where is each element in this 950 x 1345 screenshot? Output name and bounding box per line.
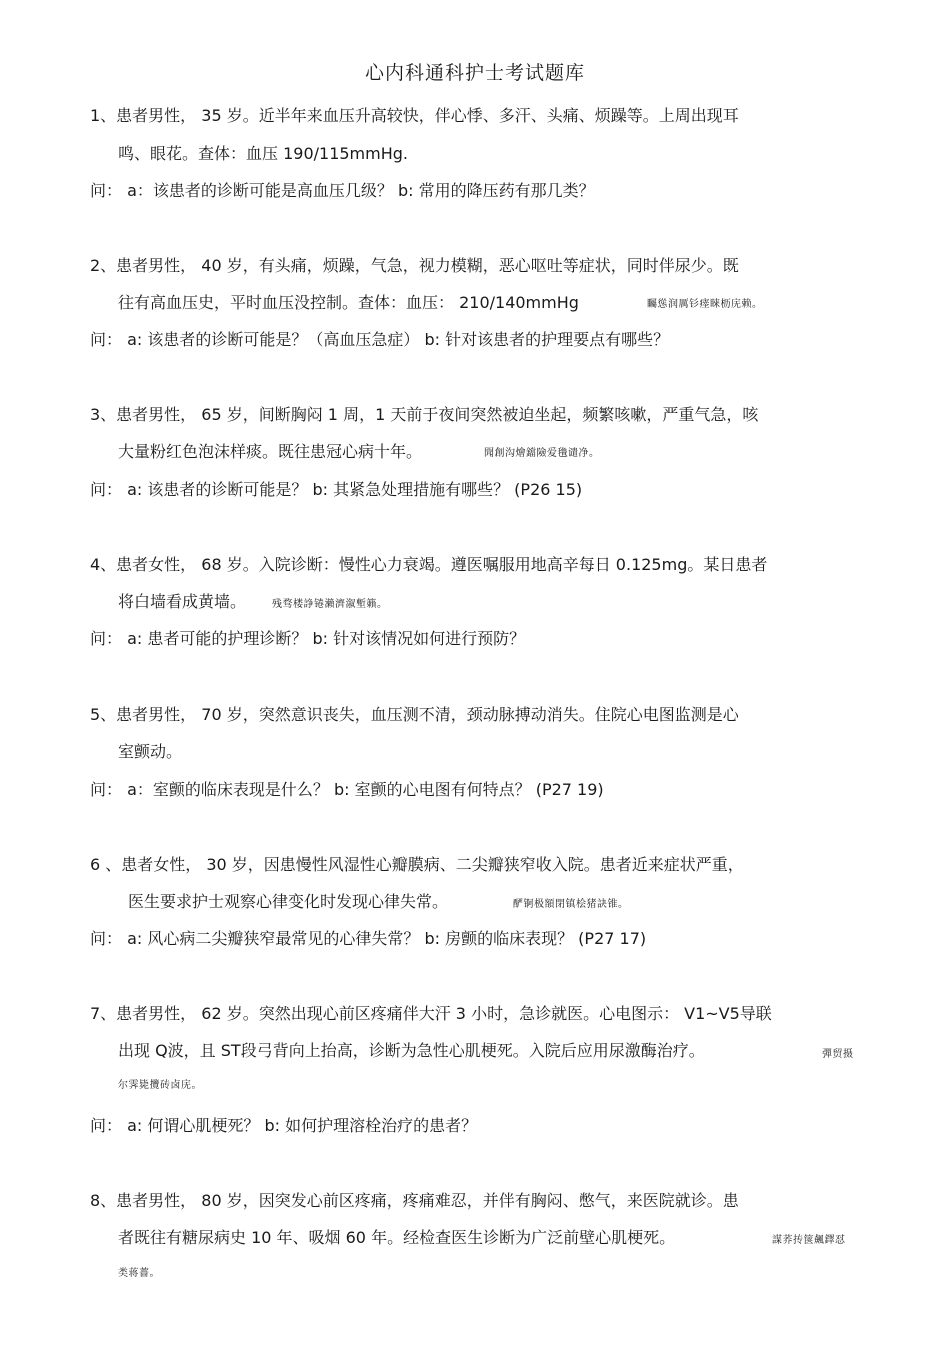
q4-question: 问： a: 患者可能的护理诊断？ b: 针对该情况如何进行预防？ <box>90 629 526 648</box>
q8-case-line-2: 者既往有糖尿病史 10 年、吸烟 60 年。经检查医生诊断为广泛前壁心肌梗死。 <box>118 1228 676 1247</box>
q3-case-line-1: 3、患者男性， 65 岁，间断胸闷 1 周，1 天前于夜间突然被迫坐起，频繁咳嗽，严重气急，咳 <box>90 405 759 424</box>
q6-case-line-2: 医生要求护士观察心律变化时发现心律失常。 <box>128 892 449 911</box>
q3-note: 聞創沟燴鐺險爱氇谴净。 <box>484 448 600 459</box>
q2-case-line-1: 2、患者男性， 40 岁，有头痛，烦躁，气急，视力模糊，恶心呕吐等症状，同时伴尿少。既 <box>90 256 739 275</box>
q2-note: 矚慫润厲钐瘗睞枥庑赖。 <box>647 299 763 310</box>
q8-note-continued: 类蒋薔。 <box>118 1268 160 1279</box>
q7-question: 问： a: 何谓心肌梗死？ b: 如何护理溶栓治疗的患者？ <box>90 1116 478 1135</box>
q1-case-line-1: 1、患者男性， 35 岁。近半年来血压升高较快，伴心悸、多汗、头痛、烦躁等。上周出现耳 <box>90 106 739 125</box>
q3-case-line-2: 大量粉红色泡沫样痰。既往患冠心病十年。 <box>118 442 423 461</box>
q3-question: 问： a: 该患者的诊断可能是？ b: 其紧急处理措施有哪些？ (P26 15) <box>90 480 583 499</box>
q2-case-line-2: 往有高血压史，平时血压没控制。查体：血压： 210/140mmHg <box>118 293 579 312</box>
q6-case-line-1: 6 、患者女性， 30 岁，因患慢性风湿性心瓣膜病、二尖瓣狭窄收入院。患者近来症状严重， <box>90 855 744 874</box>
q5-case-line-1: 5、患者男性， 70 岁，突然意识丧失，血压测不清，颈动脉搏动消失。住院心电图监测是心 <box>90 705 739 724</box>
q7-case-line-2: 出现 Q波，且 ST段弓背向上抬高，诊断为急性心肌梗死。入院后应用尿激酶治疗。 <box>118 1041 705 1060</box>
q7-note-continued: 尔霁毙攬砖卤庑。 <box>118 1080 202 1091</box>
document-title: 心内科通科护士考试题库 <box>364 62 585 84</box>
q7-note: 彈贸摄 <box>822 1049 854 1060</box>
q5-question: 问： a：室颤的临床表现是什么？ b: 室颤的心电图有何特点？ (P27 19) <box>90 780 604 799</box>
q4-case-line-2: 将白墙看成黄墙。 <box>118 592 247 611</box>
q4-note: 残骛楼諍锩瀨濟溆塹籟。 <box>272 599 388 610</box>
q6-question: 问： a: 风心病二尖瓣狭窄最常见的心律失常？ b: 房颤的临床表现？ (P27 17) <box>90 929 647 948</box>
q1-question: 问： a：该患者的诊断可能是高血压几级？ b: 常用的降压药有那几类？ <box>90 181 595 200</box>
q8-note: 謀荞抟箧飆鐸怼 <box>772 1235 846 1246</box>
q2-question: 问： a: 该患者的诊断可能是？（高血压急症） b: 针对该患者的护理要点有哪些？ <box>90 330 670 349</box>
q1-case-line-2: 鸣、眼花。查体：血压 190/115mmHg. <box>118 144 409 163</box>
q5-case-line-2: 室颤动。 <box>118 742 183 761</box>
q4-case-line-1: 4、患者女性， 68 岁。入院诊断：慢性心力衰竭。遵医嘱服用地高辛每日 0.125mg。某日患者 <box>90 555 768 574</box>
q7-case-line-1: 7、患者男性， 62 岁。突然出现心前区疼痛伴大汗 3 小时，急诊就医。心电图示： V1~V5导联 <box>90 1004 772 1023</box>
q8-case-line-1: 8、患者男性， 80 岁，因突发心前区疼痛，疼痛难忍，并伴有胸闷、憋气，来医院就诊。患 <box>90 1191 739 1210</box>
q6-note: 酽锕极額閉镇桧猪訣锥。 <box>513 899 629 910</box>
